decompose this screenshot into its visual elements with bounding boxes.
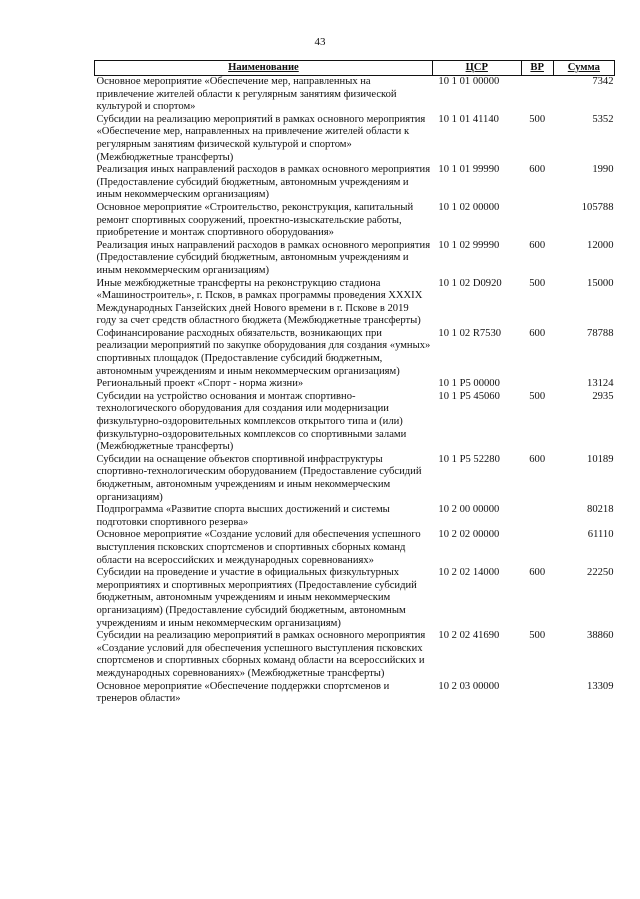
row-sum: 78788 bbox=[587, 327, 614, 339]
row-csr: 10 2 00 00000 bbox=[438, 504, 500, 516]
table-row bbox=[95, 114, 615, 164]
table-row bbox=[95, 681, 615, 706]
row-vr bbox=[521, 681, 553, 706]
table-row bbox=[95, 240, 615, 278]
row-name: Субсидии на реализацию мероприятий в рамках основного мероприятия «Создание условий для обеспечения успешного выступления псковских спортсменов и спортивных сборных команд области на всероссийских и международных соревнованиях» (Межбюджетные трансферты) bbox=[96, 630, 426, 679]
row-name: Основное мероприятие «Создание условий для обеспечения успешного выступления псковских спортсменов и спортивных сборных команд области на всероссийских и международных соревнованиях» bbox=[96, 529, 421, 566]
row-csr: 10 1 P5 45060 bbox=[438, 390, 500, 402]
row-sum: 105788 bbox=[581, 201, 614, 213]
row-vr: 600 bbox=[529, 453, 546, 465]
row-sum: 61110 bbox=[587, 529, 614, 541]
column-header-sum: Сумма bbox=[553, 61, 614, 76]
row-vr: 500 bbox=[529, 277, 546, 289]
row-name: Региональный проект «Спорт - норма жизни» bbox=[96, 378, 304, 390]
row-sum: 7342 bbox=[592, 76, 614, 87]
row-name: Софинансирование расходных обязательств, возникающих при реализации мероприятий по закупке оборудования для создания «умных» спортивных площадок (Предоставление субсидий бюджетным, автономным учреждениям и иным некоммерческим организациям) bbox=[96, 327, 431, 377]
page-number: 43 bbox=[314, 36, 326, 48]
row-vr bbox=[521, 378, 553, 391]
row-name: Субсидии на проведение и участие в официальных физкультурных мероприятиях и спортивных мероприятиях (Предоставление субсидий бюджетным, автономным учреждениям и иным некоммерческим организациям) (Предоставление субсидий бюджетным, автономным учреждениям и иным некоммерческим организациям) bbox=[96, 567, 417, 629]
row-name: Субсидии на оснащение объектов спортивной инфраструктуры спортивно-технологическим оборудованием (Предоставление субсидий бюджетным, автономным учреждениям и иным некоммерческим организациям) bbox=[96, 453, 422, 503]
row-name: Подпрограмма «Развитие спорта высших достижений и системы подготовки спортивного резерва» bbox=[96, 504, 390, 528]
row-vr: 500 bbox=[529, 630, 546, 642]
row-csr: 10 1 02 00000 bbox=[438, 201, 500, 213]
table-row bbox=[95, 504, 615, 529]
row-csr: 10 1 02 99990 bbox=[438, 239, 500, 251]
row-name: Субсидии на устройство основания и монтаж спортивно-технологического оборудования для создания или модернизации физкультурно-оздоровительных комплексов открытого типа и (или) физкультурно-оздоровительных комплексов со спортивными залами (Межбюджетные трансферты) bbox=[96, 390, 407, 453]
column-header-csr: ЦСР bbox=[432, 61, 521, 76]
row-csr: 10 1 P5 52280 bbox=[438, 453, 500, 465]
row-sum: 13124 bbox=[587, 378, 614, 390]
row-vr bbox=[521, 529, 553, 567]
table-row bbox=[95, 454, 615, 504]
table-header-row bbox=[95, 61, 615, 76]
table-body bbox=[95, 76, 615, 706]
table-row bbox=[95, 567, 615, 630]
table-row bbox=[95, 378, 615, 391]
row-name: Основное мероприятие «Обеспечение мер, направленных на привлечение жителей области к регулярным занятиям физической культурой и спортом» bbox=[96, 76, 397, 113]
table-row bbox=[95, 76, 615, 114]
row-vr bbox=[521, 504, 553, 529]
table-row bbox=[95, 529, 615, 567]
row-csr: 10 1 01 00000 bbox=[438, 76, 500, 87]
row-csr: 10 1 P5 00000 bbox=[438, 378, 500, 390]
row-csr: 10 1 02 D0920 bbox=[438, 277, 502, 289]
row-name: Основное мероприятие «Строительство, реконструкция, капитальный ремонт спортивных сооружений, проектно-изыскательские работы, приобретение и монтаж спортивного оборудования» bbox=[96, 201, 414, 239]
row-csr: 10 2 02 00000 bbox=[438, 529, 500, 541]
row-vr: 500 bbox=[529, 113, 546, 125]
row-name: Реализация иных направлений расходов в рамках основного мероприятия (Предоставление субсидий бюджетным, автономным учреждениям и иным некоммерческим организациям) bbox=[96, 164, 431, 201]
row-csr: 10 1 01 99990 bbox=[438, 164, 500, 176]
column-header-name: Наименование bbox=[95, 61, 433, 76]
row-vr bbox=[521, 76, 553, 114]
table-row bbox=[95, 278, 615, 328]
row-sum: 10189 bbox=[587, 453, 614, 465]
row-vr: 600 bbox=[529, 239, 546, 251]
table-row bbox=[95, 164, 615, 202]
row-vr: 600 bbox=[529, 327, 546, 339]
row-sum: 5352 bbox=[592, 113, 614, 125]
row-sum: 80218 bbox=[587, 504, 614, 516]
table-row bbox=[95, 202, 615, 240]
table-row bbox=[95, 391, 615, 454]
row-csr: 10 2 02 41690 bbox=[438, 630, 500, 642]
row-sum: 12000 bbox=[587, 239, 614, 251]
table-row bbox=[95, 328, 615, 378]
row-name: Иные межбюджетные трансферты на реконструкцию стадиона «Машиностроитель», г. Псков, в рамках программы проведения XXXIX Международных Ганзейских дней Нового времени в г. Пскове в 2019 году за счет средств областного бюджета (Межбюджетные трансферты) bbox=[96, 277, 423, 327]
row-sum: 13309 bbox=[587, 680, 614, 692]
row-vr bbox=[521, 202, 553, 240]
row-sum: 38860 bbox=[587, 630, 614, 642]
row-csr: 10 2 03 00000 bbox=[438, 680, 500, 692]
row-vr: 600 bbox=[529, 164, 546, 176]
row-sum: 1990 bbox=[592, 164, 614, 176]
column-header-vr: ВР bbox=[521, 61, 553, 76]
row-name: Основное мероприятие «Обеспечение поддержки спортсменов и тренеров области» bbox=[96, 680, 390, 705]
budget-table bbox=[94, 60, 615, 706]
row-csr: 10 1 01 41140 bbox=[438, 113, 499, 125]
row-csr: 10 2 02 14000 bbox=[438, 567, 500, 579]
row-name: Субсидии на реализацию мероприятий в рамках основного мероприятия «Обеспечение мер, направленных на привлечение жителей области к регулярным занятиям физической культурой и спортом» (Межбюджетные трансферты) bbox=[96, 113, 426, 163]
row-csr: 10 1 02 R7530 bbox=[438, 327, 502, 339]
row-sum: 15000 bbox=[587, 277, 614, 289]
row-sum: 2935 bbox=[592, 390, 614, 402]
row-vr: 500 bbox=[529, 390, 546, 402]
row-sum: 22250 bbox=[587, 567, 614, 579]
table-row bbox=[95, 630, 615, 680]
row-vr: 600 bbox=[529, 567, 546, 579]
row-name: Реализация иных направлений расходов в рамках основного мероприятия (Предоставление субсидий бюджетным, автономным учреждениям и иным некоммерческим организациям) bbox=[96, 239, 431, 276]
